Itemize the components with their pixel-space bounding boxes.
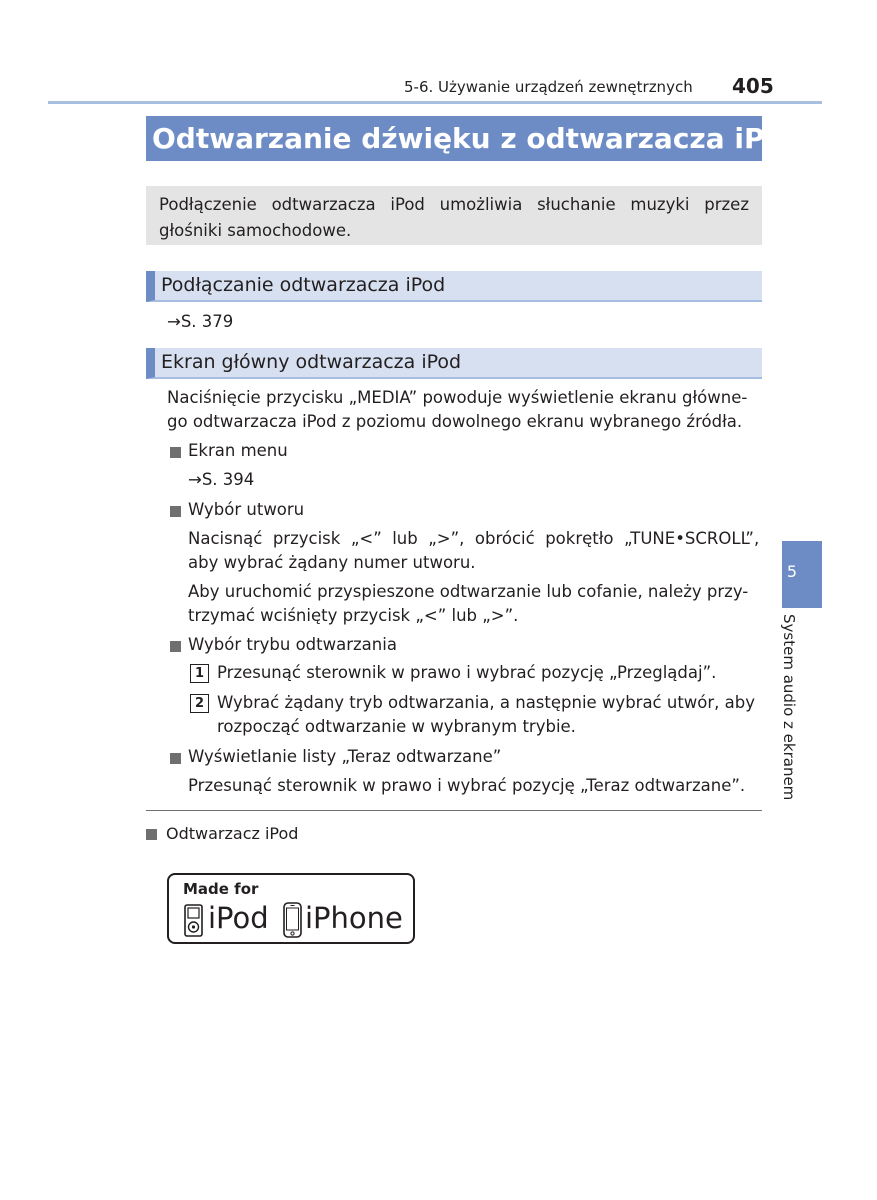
chapter-number: 5 xyxy=(786,562,798,581)
track-select-text-line2: aby wybrać żądany numer utworu. xyxy=(188,553,476,572)
chapter-label-text: System audio z ekranem xyxy=(780,614,798,801)
logo-ipod-text: iPod xyxy=(208,901,269,935)
header-rule xyxy=(48,101,822,104)
chapter-label xyxy=(774,614,804,804)
track-select-text-line1: Nacisnąć przycisk „<” lub „>”, obrócić pokrętło „TUNE•SCROLL”, xyxy=(188,529,760,548)
track-select-label: Wybór utworu xyxy=(188,500,305,519)
section-end-rule xyxy=(146,810,762,811)
page-title: Odtwarzanie dźwięku z odtwarzacza iPod xyxy=(152,122,804,155)
logo-iphone-text: iPhone xyxy=(305,901,403,935)
section-connect-reference: →S. 379 xyxy=(167,312,234,331)
ipod-device-icon xyxy=(184,904,204,938)
play-mode-label: Wybór trybu odtwarzania xyxy=(188,635,397,654)
step2-text-line2: rozpocząć odtwarzanie w wybranym trybie. xyxy=(217,717,576,736)
now-playing-label: Wyświetlanie listy „Teraz odtwarzane” xyxy=(188,747,502,766)
section-heading-connect: Podłączanie odtwarzacza iPod xyxy=(161,274,446,296)
step2-text-line1: Wybrać żądany tryb odtwarzania, a następnie wybrać utwór, aby xyxy=(217,693,756,712)
running-header-section: 5-6. Używanie urządzeń zewnętrznych xyxy=(404,78,693,96)
bullet-square-icon xyxy=(170,753,181,764)
step-number-1: 1 xyxy=(190,664,209,683)
bullet-square-icon xyxy=(170,447,181,458)
bullet-square-icon xyxy=(146,829,157,840)
menu-screen-label: Ekran menu xyxy=(188,441,288,460)
main-screen-paragraph-line1: Naciśnięcie przycisku „MEDIA” powoduje wyświetlenie ekranu główne- xyxy=(167,388,748,407)
intro-text: Podłączenie odtwarzacza iPod umożliwia słuchanie muzyki przez głośniki samochodowe. xyxy=(159,195,749,240)
page-number: 405 xyxy=(732,74,774,98)
section-heading-main-screen: Ekran główny odtwarzacza iPod xyxy=(161,351,462,373)
bullet-square-icon xyxy=(170,641,181,652)
step-number-2: 2 xyxy=(190,694,209,713)
menu-screen-reference: →S. 394 xyxy=(188,470,255,489)
logo-made-for-text: Made for xyxy=(183,880,259,898)
step1-text: Przesunąć sterownik w prawo i wybrać pozycję „Przeglądaj”. xyxy=(217,663,717,682)
iphone-device-icon xyxy=(283,902,303,939)
ipod-player-label: Odtwarzacz iPod xyxy=(166,824,299,843)
now-playing-text: Przesunąć sterownik w prawo i wybrać pozycję „Teraz odtwarzane”. xyxy=(188,776,746,795)
main-screen-paragraph-line2: go odtwarzacza iPod z poziomu dowolnego ekranu wybranego źródła. xyxy=(167,412,743,431)
bullet-square-icon xyxy=(170,506,181,517)
fast-forward-text-line2: trzymać wciśnięty przycisk „<” lub „>”. xyxy=(188,606,519,625)
fast-forward-text-line1: Aby uruchomić przyspieszone odtwarzanie lub cofanie, należy przy- xyxy=(188,582,749,601)
